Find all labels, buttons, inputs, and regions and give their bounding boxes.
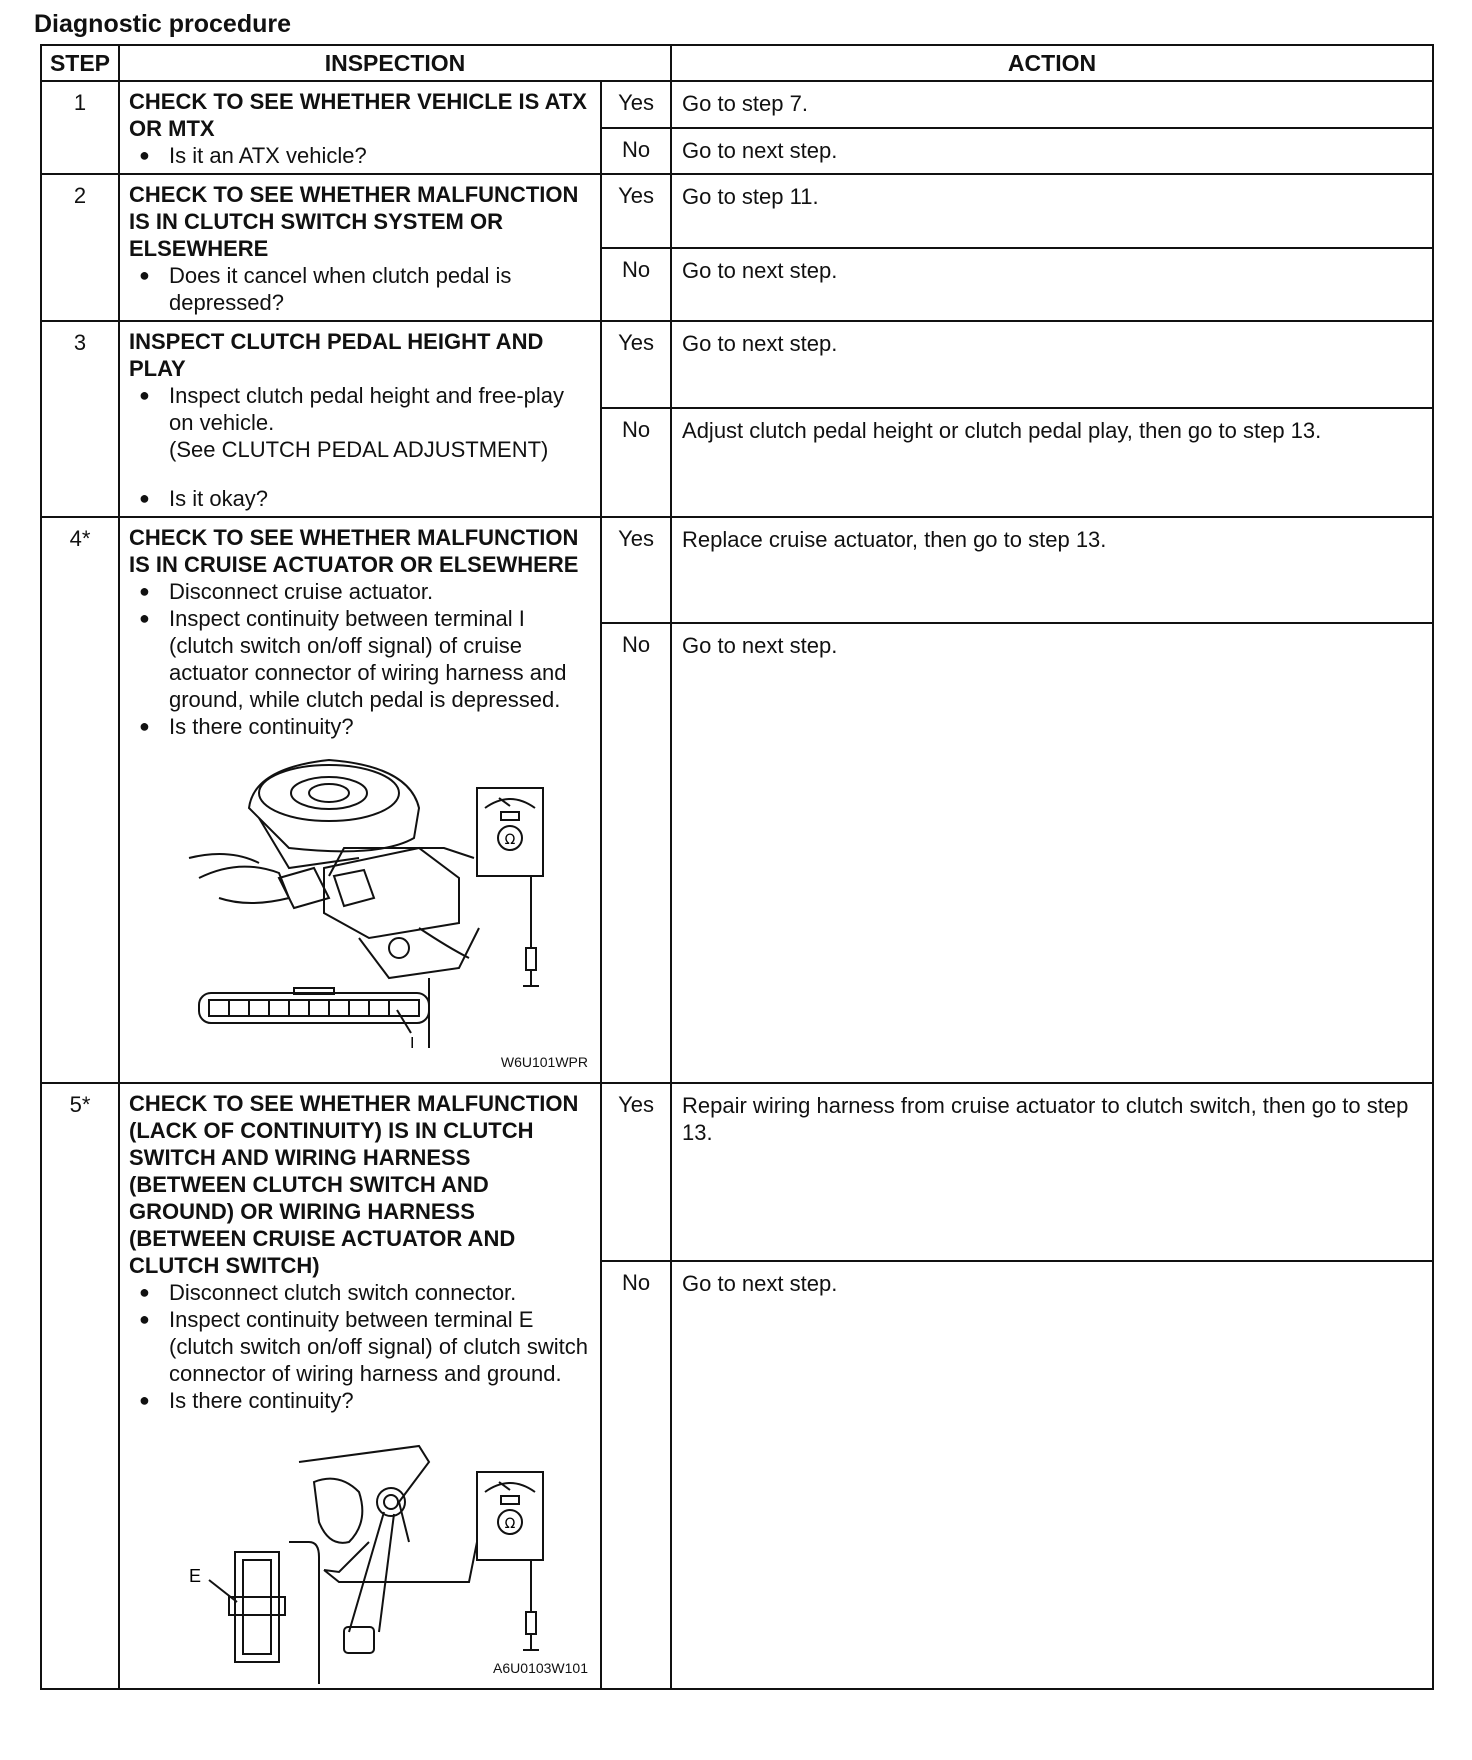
no-label: No bbox=[601, 1261, 671, 1689]
inspection-heading: INSPECT CLUTCH PEDAL HEIGHT AND PLAY bbox=[129, 329, 544, 381]
no-label: No bbox=[601, 623, 671, 1083]
inspection-cell bbox=[119, 174, 601, 321]
step-number: 5* bbox=[41, 1083, 119, 1689]
yes-label: Yes bbox=[601, 517, 671, 623]
terminal-label: E bbox=[189, 1566, 202, 1586]
table-row bbox=[41, 1083, 1433, 1261]
clutch-switch-continuity-illustration bbox=[129, 1422, 592, 1684]
yes-label: Yes bbox=[601, 321, 671, 408]
ohm-symbol: Ω bbox=[504, 1516, 516, 1532]
yes-label: Yes bbox=[601, 174, 671, 248]
reference-text: (See CLUTCH PEDAL ADJUSTMENT) bbox=[169, 437, 549, 462]
step-number: 3 bbox=[41, 321, 119, 517]
table-row bbox=[41, 321, 1433, 408]
figure-code: A6U0103W101 bbox=[493, 1660, 588, 1676]
header-action: ACTION bbox=[671, 45, 1433, 81]
yes-label: Yes bbox=[601, 1083, 671, 1261]
figure-code: W6U101WPR bbox=[500, 1054, 588, 1070]
no-label: No bbox=[601, 248, 671, 322]
inspection-bullet: ● Is there continuity? bbox=[129, 1387, 592, 1414]
inspection-bullet: ● Is it an ATX vehicle? bbox=[129, 142, 592, 169]
inspection-cell bbox=[119, 1083, 601, 1689]
yes-action: Go to step 7. bbox=[671, 81, 1433, 128]
no-action: Go to next step. bbox=[671, 1261, 1433, 1689]
ohm-symbol: Ω bbox=[504, 832, 516, 848]
no-label: No bbox=[601, 408, 671, 517]
inspection-cell bbox=[119, 81, 601, 174]
no-action: Go to next step. bbox=[671, 623, 1433, 1083]
inspection-cell bbox=[119, 517, 601, 1083]
inspection-bullet-text: Inspect clutch pedal height and free-play on vehicle. bbox=[169, 383, 565, 435]
inspection-bullet bbox=[129, 382, 592, 463]
yes-action: Replace cruise actuator, then go to step 13. bbox=[671, 517, 1433, 623]
step-number: 4* bbox=[41, 517, 119, 1083]
no-action: Go to next step. bbox=[671, 128, 1433, 175]
actuator-diagram bbox=[129, 748, 591, 1078]
inspection-bullet: ● Is there continuity? bbox=[129, 713, 592, 740]
clutch-switch-diagram bbox=[129, 1422, 591, 1684]
actuator-continuity-illustration bbox=[129, 748, 592, 1078]
yes-action: Repair wiring harness from cruise actuator to clutch switch, then go to step 13. bbox=[671, 1083, 1433, 1261]
step-number: 1 bbox=[41, 81, 119, 174]
inspection-bullet: ● Is it okay? bbox=[129, 485, 592, 512]
inspection-heading: CHECK TO SEE WHETHER MALFUNCTION (LACK OF CONTINUITY) IS IN CLUTCH SWITCH AND WIRING HARNESS (BETWEEN CLUTCH SWITCH AND GROUND) OR WIRING HARNESS (BETWEEN CRUISE ACTUATOR AND CLUTCH SWITCH) bbox=[129, 1091, 579, 1278]
table-header-row bbox=[41, 45, 1433, 81]
table-row bbox=[41, 517, 1433, 623]
inspection-bullet: ● Disconnect cruise actuator. bbox=[129, 578, 592, 605]
inspection-heading: CHECK TO SEE WHETHER MALFUNCTION IS IN CRUISE ACTUATOR OR ELSEWHERE bbox=[129, 525, 579, 577]
header-step: STEP bbox=[41, 45, 119, 81]
no-label: No bbox=[601, 128, 671, 175]
yes-action: Go to step 11. bbox=[671, 174, 1433, 248]
diagnostic-table bbox=[40, 44, 1434, 1690]
step-number: 2 bbox=[41, 174, 119, 321]
inspection-bullet: ● Inspect continuity between terminal I (clutch switch on/off signal) of cruise actuator connector of wiring harness and ground, while clutch pedal is depressed. bbox=[129, 605, 592, 713]
inspection-bullet: ● Inspect continuity between terminal E (clutch switch on/off signal) of clutch switch connector of wiring harness and ground. bbox=[129, 1306, 592, 1387]
page-title: Diagnostic procedure bbox=[34, 10, 291, 38]
table-row bbox=[41, 174, 1433, 248]
no-action: Go to next step. bbox=[671, 248, 1433, 322]
header-inspection: INSPECTION bbox=[119, 45, 671, 81]
yes-action: Go to next step. bbox=[671, 321, 1433, 408]
terminal-label: I bbox=[410, 1035, 415, 1052]
inspection-heading: CHECK TO SEE WHETHER MALFUNCTION IS IN CLUTCH SWITCH SYSTEM OR ELSEWHERE bbox=[129, 182, 579, 261]
no-action: Adjust clutch pedal height or clutch pedal play, then go to step 13. bbox=[671, 408, 1433, 517]
table-row bbox=[41, 81, 1433, 128]
yes-label: Yes bbox=[601, 81, 671, 128]
inspection-cell bbox=[119, 321, 601, 517]
inspection-bullet: ● Does it cancel when clutch pedal is depressed? bbox=[129, 262, 592, 316]
inspection-bullet: ● Disconnect clutch switch connector. bbox=[129, 1279, 592, 1306]
inspection-heading: CHECK TO SEE WHETHER VEHICLE IS ATX OR MTX bbox=[129, 89, 587, 141]
